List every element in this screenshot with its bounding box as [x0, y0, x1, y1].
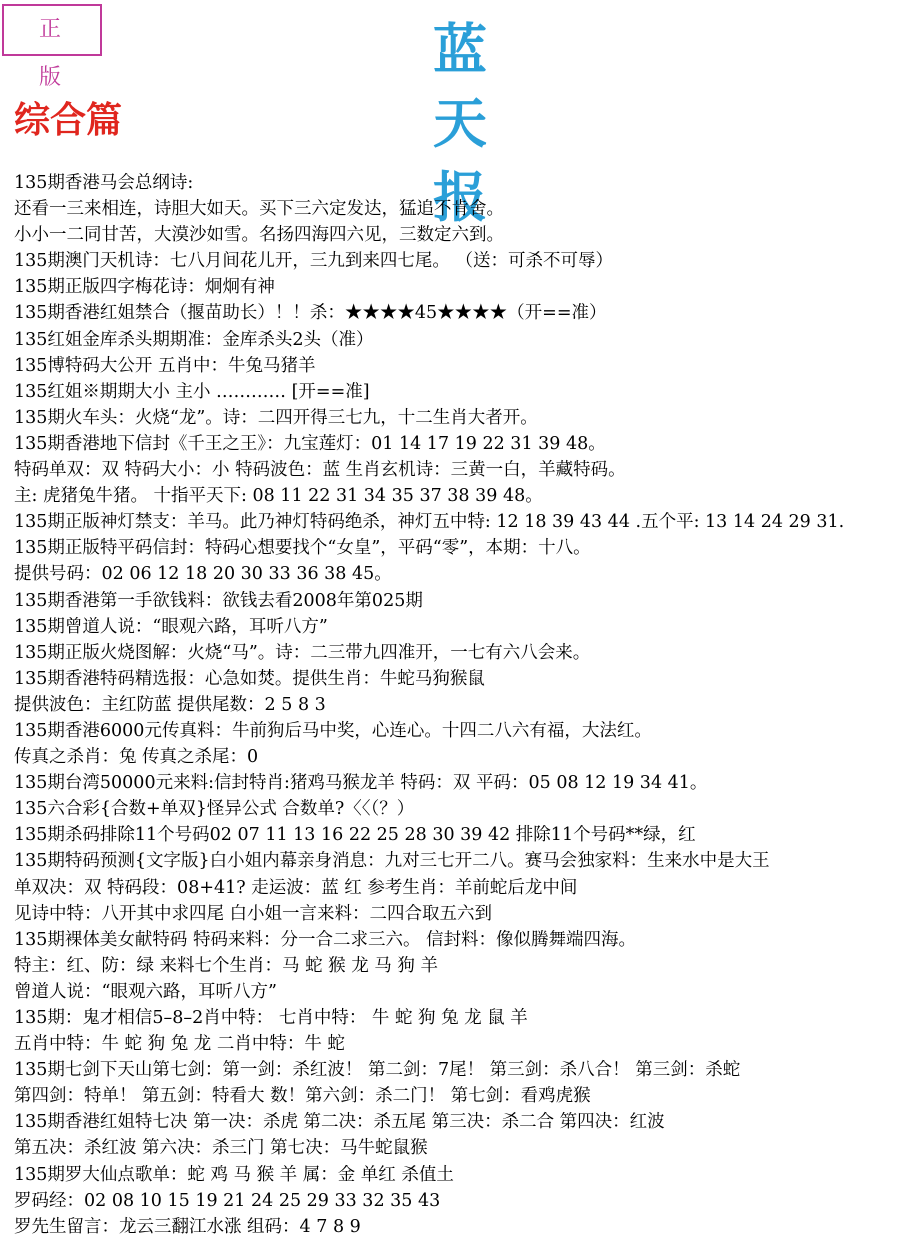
text-line: 135期正版特平码信封：特码心想要找个“女皇”，平码“零”，本期：十八。 [14, 538, 591, 559]
text-line: 罗码经：02 08 10 15 19 21 24 25 29 33 32 35 43 [14, 1190, 441, 1211]
text-line: 特码单双：双 特码大小：小 特码波色：蓝 生肖玄机诗：三黄一白，羊藏特码。 [14, 460, 626, 481]
text-line: 五肖中特：牛 蛇 狗 兔 龙 二肖中特：牛 蛇 [14, 1034, 345, 1055]
page-title: 蓝 天 报 [433, 17, 543, 229]
text-line: 主: 虎猪兔牛猪。 十指平天下: 08 11 22 31 34 35 37 38 39 48。 [14, 486, 543, 507]
text-line: 还看一三来相连，诗胆大如天。买下三六定发达，猛追不肯舍。 [14, 199, 504, 220]
text-line: 135期正版四字梅花诗：炯炯有神 [14, 277, 275, 298]
text-line: 135期正版神灯禁支：羊马。此乃神灯特码绝杀，神灯五中特: 12 18 39 43 44 .五个平: 13 14 24 29 31. [14, 512, 845, 533]
text-line: 135期：鬼才相信5–8–2肖中特： 七肖中特： 牛 蛇 狗 兔 龙 鼠 羊 [14, 1008, 528, 1028]
text-line: 135期香港6000元传真料：牛前狗后马中奖，心连心。十四二八六有福，大法红。 [14, 720, 652, 741]
text-line: 135期裸体美女献特码 特码来料：分一合二求三六。 信封料：像似腾舞端四海。 [14, 929, 637, 950]
text-line: 135期特码预测{文字版}白小姐内幕亲身消息：九对三七开二八。赛马会独家料：生来水中是大王 [14, 851, 770, 872]
text-line: 135期澳门天机诗：七八月间花儿开，三九到来四七尾。 （送：可杀不可辱） [14, 251, 613, 272]
text-line: 135期曾道人说：“眼观六路，耳听八方” [14, 616, 328, 637]
text-line: 小小一二同甘苦，大漠沙如雪。名扬四海四六见，三数定六到。 [14, 225, 504, 246]
text-line: 传真之杀肖：兔 传真之杀尾：0 [14, 747, 259, 768]
text-line: 135期七剑下天山第七剑：第一剑：杀红波！ 第二剑：7尾！ 第三剑：杀八合！ 第三剑：杀蛇 [14, 1060, 741, 1081]
text-line: 提供波色：主红防蓝 提供尾数：2 5 8 3 [14, 694, 326, 715]
text-line: 135红姐※期期大小 主小 ………… [开==准] [14, 381, 370, 402]
text-line: 135期台湾50000元来料:信封特肖:猪鸡马猴龙羊 特码：双 平码：05 08 12 19 34 41。 [14, 773, 708, 794]
text-line: 见诗中特：八开其中求四尾 白小姐一言来料：二四合取五六到 [14, 903, 493, 924]
edition-badge: 正 版 [2, 4, 102, 56]
text-line: 135期罗大仙点歌单：蛇 鸡 马 猴 羊 属：金 单红 杀值土 [14, 1164, 454, 1185]
text-line: 曾道人说：“眼观六路，耳听八方” [14, 981, 277, 1002]
text-line: 第四剑：特单！ 第五剑：特看大 数！第六剑：杀二门！ 第七剑：看鸡虎猴 [14, 1086, 591, 1107]
text-line: 135期香港马会总纲诗: [14, 173, 194, 193]
text-line: 135期杀码排除11个号码02 07 11 13 16 22 25 28 30 39 42 排除11个号码**绿，红 [14, 825, 696, 846]
text-line: 第五决：杀红波 第六决：杀三门 第七决：马牛蛇鼠猴 [14, 1138, 428, 1159]
text-line: 135期香港第一手欲钱料：欲钱去看2008年第025期 [14, 590, 423, 611]
text-line: 135期香港红姐特七决 第一决：杀虎 第二决：杀五尾 第三决：杀二合 第四决：红波 [14, 1112, 665, 1133]
text-line: 135期香港特码精选报：心急如焚。提供生肖：牛蛇马狗猴鼠 [14, 668, 485, 689]
text-line: 135红姐金库杀头期期准：金库杀头2头（准） [14, 329, 374, 350]
text-line: 135期正版火烧图解：火烧“马”。诗：二三带九四准开，一七有六八会来。 [14, 642, 591, 663]
text-line: 罗先生留言：龙云三翻江水涨 组码：4 7 8 9 [14, 1216, 361, 1237]
text-line: 单双决：双 特码段：08+41? 走运波：蓝 红 参考生肖：羊前蛇后龙中间 [14, 877, 578, 898]
section-heading: 综合篇 [14, 99, 123, 141]
text-line: 135期香港红姐禁合（揠苗助长）！！杀：★★★★45★★★★（开==准） [14, 303, 607, 324]
text-line: 提供号码：02 06 12 18 20 30 33 36 38 45。 [14, 564, 392, 585]
text-line: 135期火车头：火烧“龙”。诗：二四开得三七九，十二生肖大者开。 [14, 407, 538, 428]
text-line: 135期香港地下信封《千王之王》：九宝莲灯：01 14 17 19 22 31 39 48。 [14, 433, 606, 454]
text-line: 特主：红、防：绿 来料七个生肖：马 蛇 猴 龙 马 狗 羊 [14, 955, 438, 976]
text-line: 135六合彩{合数+单双}怪异公式 合数单?〈〈（？） [14, 799, 415, 820]
content-body [14, 170, 900, 1240]
text-line: 135博特码大公开 五肖中：牛兔马猪羊 [14, 355, 316, 376]
